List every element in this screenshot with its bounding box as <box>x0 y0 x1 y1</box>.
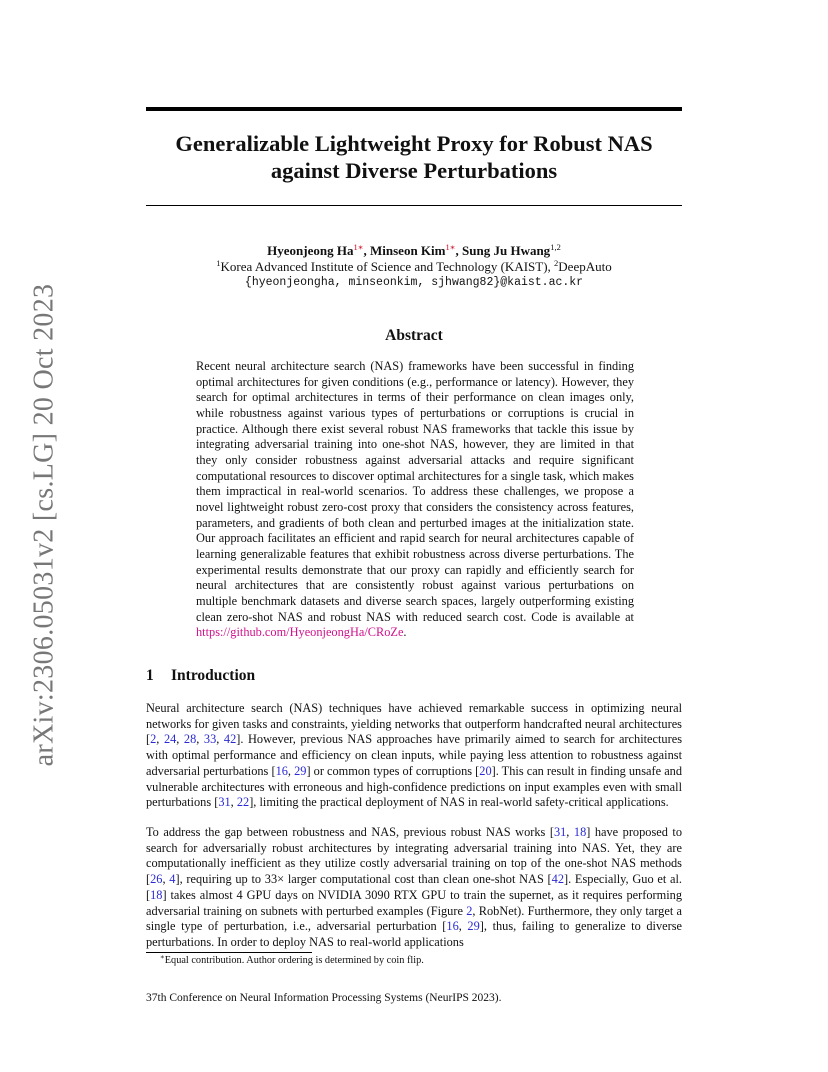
citation-link[interactable]: 2 <box>150 732 157 747</box>
author-name: Minseon Kim <box>370 243 446 258</box>
citation-link[interactable]: 26 <box>150 872 163 887</box>
citation-link[interactable]: 22 <box>236 795 250 810</box>
citation-link[interactable]: 4 <box>169 872 176 887</box>
paragraph-text: , <box>566 825 574 839</box>
paragraph-text: , <box>287 763 295 778</box>
citation-link[interactable]: 33 <box>203 732 217 747</box>
intro-paragraph-1 <box>146 701 682 811</box>
paragraph-text: , <box>458 919 468 934</box>
citation-link[interactable]: 24 <box>163 732 177 747</box>
citation-link[interactable]: 28 <box>183 732 197 747</box>
citation-link[interactable]: 20 <box>479 763 492 778</box>
author-mark: 1∗ <box>353 242 364 252</box>
footnote <box>160 954 680 967</box>
section-title: Introduction <box>171 667 256 684</box>
paragraph-text: ]. Especially, Guo et al. [ <box>146 872 682 902</box>
author-block <box>146 243 682 291</box>
affiliation-org: DeepAuto <box>558 259 612 274</box>
paragraph-text: Neural architecture search (NAS) techniques have achieved remarkable success in optimizing neural networks for given tasks and constraints, yielding networks that outperform handcrafted neural architectures [ <box>146 701 682 747</box>
title-rule-top <box>146 107 682 111</box>
citation-link[interactable]: 18 <box>150 887 163 902</box>
footnote-text: Equal contribution. Author ordering is determined by coin flip. <box>164 955 424 966</box>
author-emails: {hyeonjeongha, minseonkim, sjhwang82}@kaist.ac.kr <box>244 276 584 289</box>
arxiv-id: arXiv:2306.05031v2 [cs.LG] 20 Oct 2023 <box>28 283 59 767</box>
section-heading-introduction <box>146 667 682 685</box>
paragraph-text: , <box>196 732 204 747</box>
paragraph-text: ] or common types of corruptions [ <box>306 763 480 778</box>
citation-link[interactable]: 31 <box>553 825 567 839</box>
abstract-heading: Abstract <box>385 327 443 344</box>
citation-link[interactable]: 2 <box>466 903 473 918</box>
section-number: 1 <box>146 667 154 684</box>
affiliation-org: Korea Advanced Institute of Science and Technology (KAIST), <box>220 259 551 274</box>
paragraph-text: To address the gap between robustness and NAS, previous robust NAS works [ <box>146 825 554 839</box>
code-link[interactable]: https://github.com/HyeonjeongHa/CRoZe <box>196 625 404 640</box>
affiliation-mark: 1 <box>216 258 221 268</box>
paragraph-text: , <box>162 872 170 887</box>
paragraph-text: ], requiring up to 33× larger computational cost than clean one-shot NAS [ <box>175 872 552 887</box>
paragraph-text: , <box>176 732 184 747</box>
title-line-1: Generalizable Lightweight Proxy for Robust NAS <box>175 131 653 156</box>
paragraph <box>146 825 682 951</box>
author-name: Hyeonjeong Ha <box>267 243 354 258</box>
paragraph-text: ] takes almost 4 GPU days on NVIDIA 3090 RTX GPU to train the supernet, as it requires performing adversarial training on subnets with perturbed examples (Figure <box>146 887 682 918</box>
citation-link[interactable]: 18 <box>573 825 587 839</box>
intro-paragraph-2 <box>146 825 682 951</box>
citation-link[interactable]: 31 <box>218 795 231 810</box>
venue-note: 37th Conference on Neural Information Processing Systems (NeurIPS 2023). <box>146 992 502 1004</box>
paragraph-text: ], thus, failing to generalize to diverse perturbations. In order to deploy NAS to real-world applications <box>146 919 683 949</box>
paragraph <box>146 701 682 811</box>
author-name: Sung Ju Hwang <box>462 243 551 258</box>
citation-link[interactable]: 42 <box>223 732 237 747</box>
author-mark: 1∗ <box>445 242 456 252</box>
paragraph-text: , <box>230 795 237 810</box>
citation-link[interactable]: 42 <box>551 872 564 887</box>
paragraph-text: , <box>216 732 224 747</box>
affiliation-mark: 2 <box>554 258 559 268</box>
citation-link[interactable]: 16 <box>446 919 459 934</box>
paragraph-text: , <box>156 732 164 747</box>
footnote-rule <box>146 952 312 953</box>
paragraph-text: ]. This can result in finding unsafe and vulnerable architectures with erroneous and high-confidence predictions on input examples even with small perturbations [ <box>146 763 683 810</box>
paragraph-text: , RobNet). Furthermore, they only target a single type of perturbation, i.e., adversarial perturbation [ <box>146 903 682 934</box>
citation-link[interactable]: 29 <box>467 919 480 934</box>
arxiv-watermark <box>24 283 64 767</box>
paragraph-text: ], limiting the practical deployment of NAS in real-world safety-critical applications. <box>249 795 669 810</box>
abstract-end: . <box>403 625 407 640</box>
paper-title <box>146 130 682 184</box>
title-line-2: against Diverse Perturbations <box>270 158 558 183</box>
paragraph-text: ]. However, previous NAS approaches have primarily aimed to search for architectures with optimal performance and efficiency on clean inputs, while paying less attention to robustness against adversarial perturbations [ <box>146 732 683 778</box>
abstract-text: Recent neural architecture search (NAS) frameworks have been successful in finding optimal architectures for given conditions (e.g., performance or latency). However, they search for optimal architectures in terms of their performance on clean images only, while robustness against various types of perturbations or corruptions is crucial in practice. Although there exist several robust NAS frameworks that tackle this issue by integrating adversarial training into one-shot NAS, however, they are limited in that they only consider robustness against adversarial attacks and require significant computational resources to discover optimal architectures for a single task, which makes them impractical in real-world scenarios. To address these challenges, we propose a novel lightweight robust zero-cost proxy that considers the consistency across features, parameters, and gradients of both clean and perturbed images at the initialization state. Our approach facilitates an efficient and rapid search for neural architectures capable of learning generalizable features that exhibit robustness across diverse perturbations. The experimental results demonstrate that our proxy can rapidly and efficiently search for neural architectures that are consistently robust against various perturbations on multiple benchmark datasets and diverse search spaces, largely outperforming existing clean zero-shot NAS and robust NAS with reduced search cost. Code is available at <box>196 359 634 624</box>
citation-link[interactable]: 16 <box>275 763 288 778</box>
affiliation <box>146 259 682 275</box>
abstract-body <box>196 359 634 641</box>
author-names: Hyeonjeong $Ha^{1∗}$, Minseon Kim$^{1∗}$, Sung Ju Hwang$^{1,2}$ <box>267 242 561 258</box>
title-rule-bottom <box>146 205 682 206</box>
author-mark: 1,2 <box>550 242 561 252</box>
citation-link[interactable]: 29 <box>294 763 307 778</box>
footnote-mark: ∗ <box>160 953 165 961</box>
paragraph-text: ] have proposed to search for adversarially robust architectures by integrating adversarial training into NAS. Yet, they are computationally inefficient as they utilize costly adversarial training on top of the one-shot NAS methods [ <box>146 825 682 887</box>
